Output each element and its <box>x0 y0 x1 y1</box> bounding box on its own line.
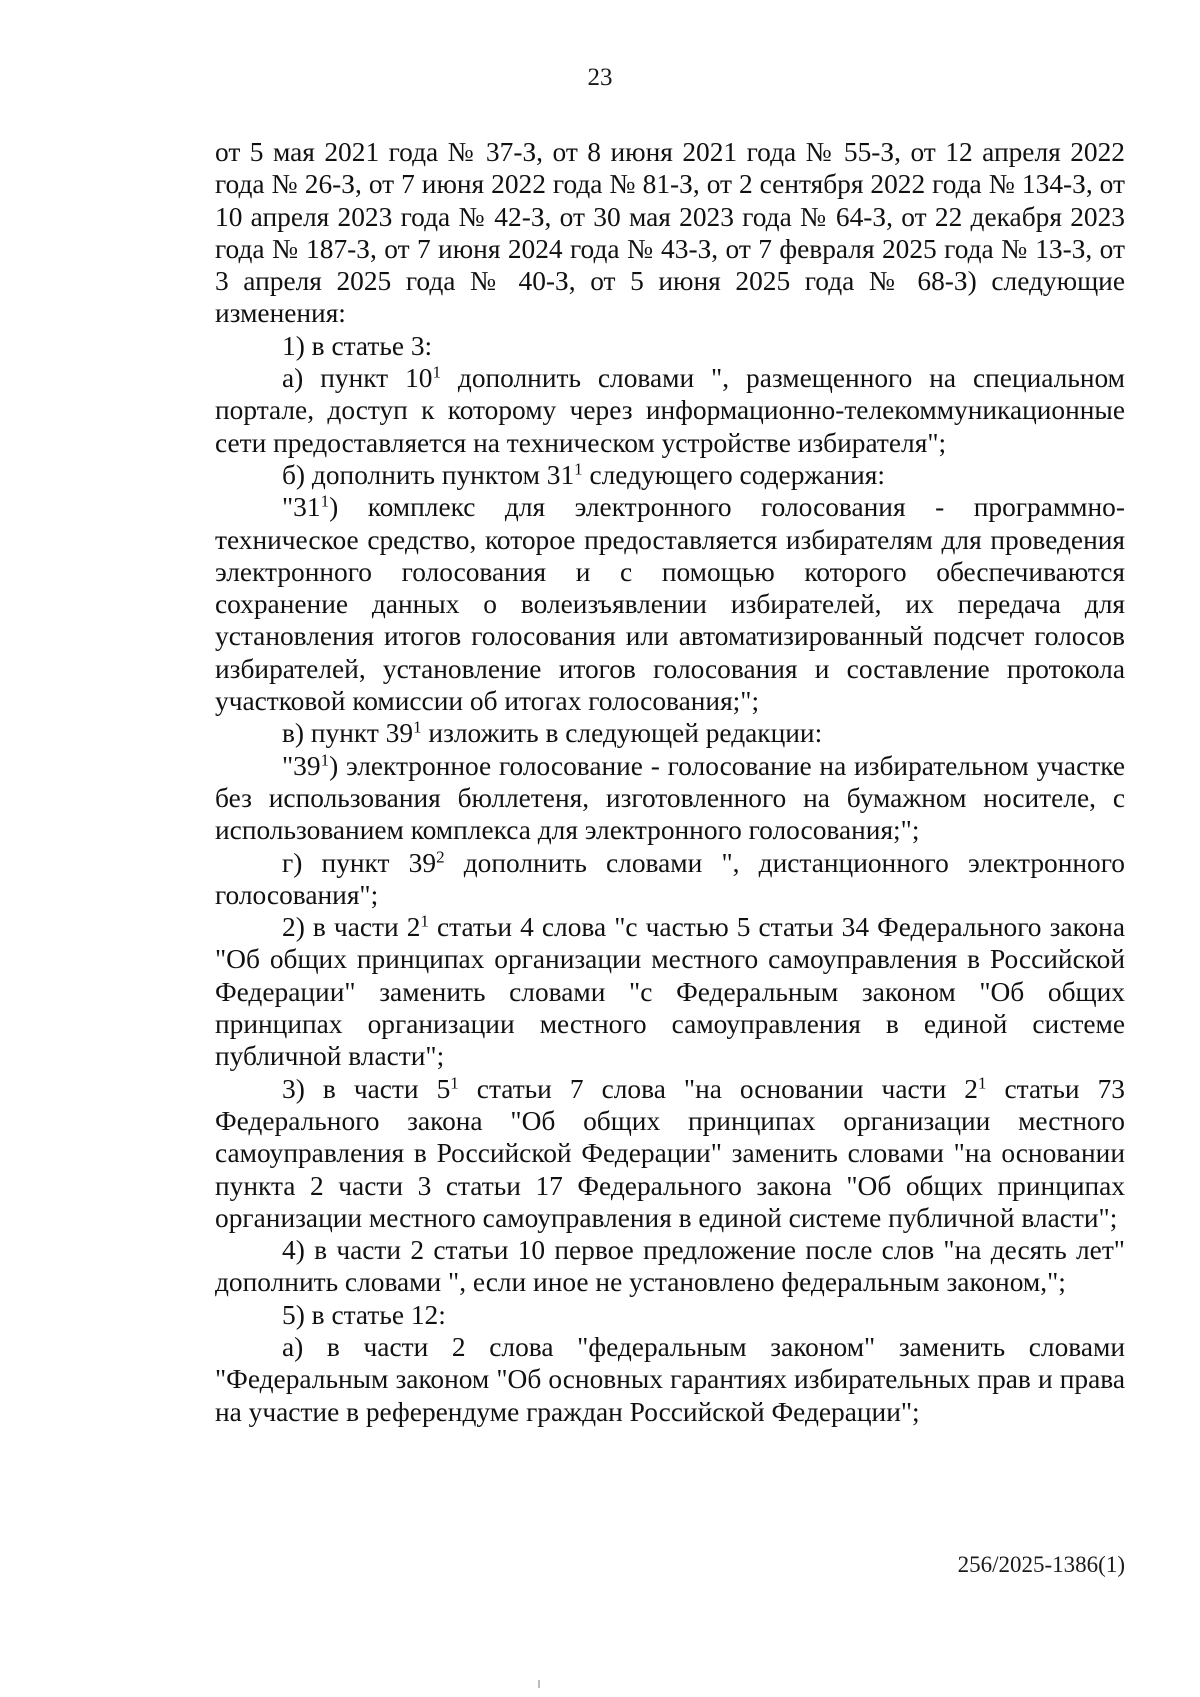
paragraph <box>215 1331 1125 1428</box>
paragraph-text: 1) в статье 3: <box>282 330 433 361</box>
superscript-index: 1 <box>450 1073 459 1093</box>
paragraph-text: 3) в части 5 <box>282 1073 451 1104</box>
paragraph <box>215 750 1125 847</box>
paragraph-text: "31 <box>282 492 321 523</box>
paragraph <box>215 1073 1125 1234</box>
paragraph-text: статьи 7 слова "на основании части 2 <box>458 1073 978 1104</box>
paragraph-text: в) пункт 39 <box>282 718 414 749</box>
paragraph-text: а) пункт 10 <box>282 363 433 394</box>
page-number: 23 <box>587 64 613 91</box>
paragraph-text: дополнить словами ", дистанционного электронного голосования"; <box>215 847 1125 910</box>
paragraph-text: "39 <box>282 750 321 781</box>
paragraph-text: б) дополнить пунктом 31 <box>282 459 575 490</box>
paragraph-text: 5) в статье 12: <box>282 1299 446 1330</box>
paragraph-text: статьи 73 Федерального закона "Об общих принципах организации местного самоуправления в Российской Федерации" заменить словами "на основании пункта 2 части 3 статьи 17 Федерального закона "Об общих принципах организации местного самоуправления в единой системе публичной власти"; <box>215 1073 1125 1233</box>
paragraph <box>215 136 1125 330</box>
paragraph <box>215 362 1125 459</box>
superscript-index: 1 <box>320 491 330 511</box>
paragraph-text: г) пункт 39 <box>282 847 437 878</box>
document-body <box>215 136 1125 1428</box>
superscript-index: 2 <box>436 847 445 867</box>
superscript-index: 1 <box>432 362 441 382</box>
paragraph-text: изложить в следующей редакции: <box>421 718 823 749</box>
paragraph-text: а) в части 2 слова "федеральным законом" заменить словами "Федеральным законом "Об основных гарантиях избирательных прав и права на участие в референдуме граждан Российской Федерации"; <box>215 1331 1125 1427</box>
paragraph <box>215 459 1125 491</box>
paragraph-text: от 5 мая 2021 года № 37-З, от 8 июня 2021 года № 55-З, от 12 апреля 2022 года № 26-З, от 7 июня 2022 года № 81-З, от 2 сентября 2022 года № 134-З, от 10 апреля 2023 года № 42-З, от 30 мая 2023 года № 64-З, от 22 декабря 2023 года № 187-З, от 7 июня 2024 года № 43-З, от 7 февраля 2025 года № 13-З, от 3 апреля 2025 года № 40-З, от 5 июня 2025 года № 68-З) следующие изменения: <box>215 137 1125 329</box>
paragraph <box>215 330 1125 362</box>
paragraph <box>215 1299 1125 1331</box>
paragraph <box>215 1234 1125 1299</box>
superscript-index: 1 <box>320 750 330 770</box>
paragraph-text: 4) в части 2 статьи 10 первое предложение после слов "на десять лет" дополнить словами ", если иное не установлено федеральным законом,"; <box>215 1235 1125 1298</box>
document-code: 256/2025-1386(1) <box>957 1552 1125 1577</box>
paragraph <box>215 847 1125 912</box>
paragraph-text: следующего содержания: <box>582 459 885 490</box>
superscript-index: 1 <box>574 459 583 479</box>
superscript-index: 1 <box>978 1073 987 1093</box>
scan-artifact <box>538 1680 540 1688</box>
paragraph-text: ) комплекс для электронного голосования - программно-техническое средство, которое предоставляется избирателям для проведения электронного голосования и с помощью которого обеспечиваются сохранение данных о волеизъявлении избирателей, их передача для установления итогов голосования или автоматизированный подсчет голосов избирателей, установление итогов голосования и составление протокола участковой комиссии об итогах голосования;"; <box>215 492 1125 717</box>
paragraph-text: дополнить словами ", размещенного на специальном портале, доступ к которому через информационно-телекоммуникационные сети предоставляется на техническом устройстве избирателя"; <box>215 363 1125 458</box>
paragraph <box>215 911 1125 1072</box>
superscript-index: 1 <box>413 718 422 738</box>
paragraph <box>215 491 1125 717</box>
paragraph <box>215 717 1125 749</box>
paragraph-text: 2) в части 2 <box>282 912 421 943</box>
paragraph-text: ) электронное голосование - голосование на избирательном участке без использования бюллетеня, изготовленного на бумажном носителе, с использованием комплекса для электронного голосования;"; <box>215 750 1125 846</box>
superscript-index: 1 <box>420 911 429 931</box>
paragraph-text: статьи 4 слова "с частью 5 статьи 34 Федерального закона "Об общих принципах организации местного самоуправления в Российской Федерации" заменить словами "с Федеральным законом "Об общих принципах организации местного самоуправления в единой системе публичной власти"; <box>215 912 1125 1072</box>
